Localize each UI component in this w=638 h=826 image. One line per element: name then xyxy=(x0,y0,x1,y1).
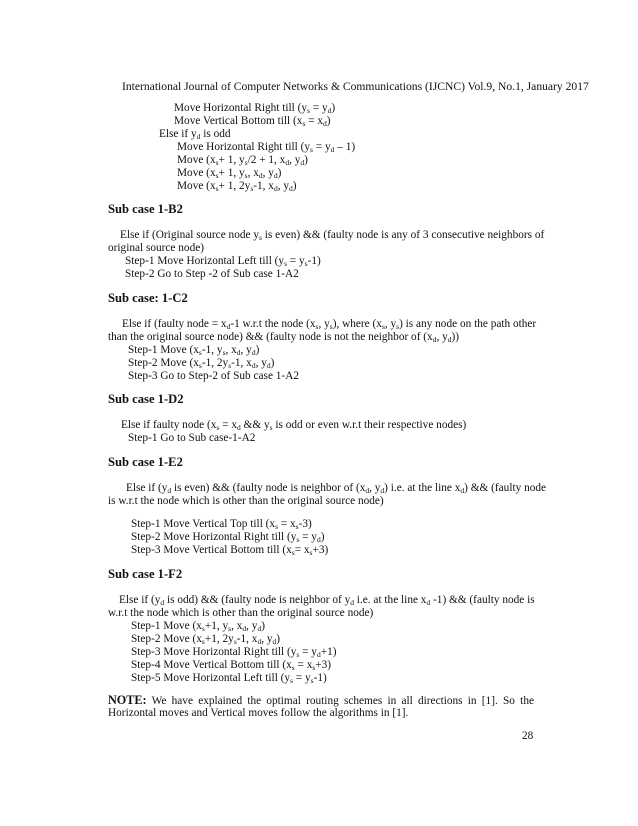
algo-line: Move Horizontal Right till $(y_s = y_d)$ xyxy=(174,102,336,115)
note-text: We have explained the optimal routing schemes in all directions in [1]. So the xyxy=(146,695,534,707)
paragraph-line: is w.r.t the node which is other than the original source node) xyxy=(108,495,384,507)
subscript: s xyxy=(198,361,202,370)
subscript: s xyxy=(228,624,232,633)
step-line: Step-1 Move Vertical Top till $(x_s = x_s-3)$ xyxy=(131,518,312,531)
subscript: d xyxy=(273,184,278,193)
paragraph-line: w.r.t the node which is other than the original source node) xyxy=(108,607,374,619)
subscript: s xyxy=(250,184,254,193)
subscript: s xyxy=(295,522,299,531)
note-line xyxy=(108,694,534,708)
subscript: d xyxy=(447,335,452,344)
subscript: s xyxy=(312,663,316,672)
step-line: Step-1 Go to Sub case-1-A2 xyxy=(128,432,256,444)
paragraph-line: Else if ($y_d$ is odd) && (faulty node is neighbor of $y_d$ i.e. at the line $x_d$ -1) && (faulty node is xyxy=(119,594,535,607)
step-line: Step-2 Go to Step -2 of Sub case 1-A2 xyxy=(125,268,299,280)
section-heading-d2: Sub case 1-D2 xyxy=(108,392,184,406)
step-line: Step-2 Move ($x_s+1$, $2y_s-1$, $x_d$, $y_d$) xyxy=(131,633,281,646)
step-line: Step-2 Move Horizontal Right till $(y_s = y_d)$ xyxy=(131,531,325,544)
subscript: d xyxy=(300,158,305,167)
section-heading-b2: Sub case 1-B2 xyxy=(108,202,183,216)
subscript: s xyxy=(216,423,220,432)
subscript: s xyxy=(215,184,219,193)
subscript: s xyxy=(201,624,205,633)
subscript: s xyxy=(329,322,333,331)
subscript: s xyxy=(244,171,248,180)
paragraph-line: Else if faulty node ($x_s = x_d$ && $y_s$ is odd or even w.r.t their respective nodes) xyxy=(121,419,467,432)
algo-line: Else if $y_d$ is odd xyxy=(159,128,231,141)
note-line: Horizontal moves and Vertical moves follow the algorithms in [1]. xyxy=(108,707,409,719)
subscript: d xyxy=(236,423,241,432)
subscript: s xyxy=(310,145,313,154)
subscript: s xyxy=(258,233,262,242)
subscript: d xyxy=(257,637,262,646)
subscript: s xyxy=(233,637,237,646)
algo-line: Move Horizontal Right till $(y_s = y_d - 1)$ xyxy=(177,141,356,154)
algo-line: Move ($x_s+ 1$, $2y_s-1$, $x_d$, $y_d$) xyxy=(177,180,297,193)
section-heading-e2: Sub case 1-E2 xyxy=(108,455,183,469)
subscript: d xyxy=(160,598,165,607)
subscript: s xyxy=(198,348,202,357)
subscript: s xyxy=(244,158,248,167)
subscript: s xyxy=(290,676,293,685)
subscript: s xyxy=(201,637,205,646)
subscript: d xyxy=(330,145,335,154)
subscript: d xyxy=(167,486,172,495)
step-line: Step-3 Move Vertical Bottom till $(x_s= x_s+3)$ xyxy=(131,544,329,557)
subscript: d xyxy=(365,486,370,495)
subscript: s xyxy=(222,348,226,357)
subscript: d xyxy=(251,348,256,357)
subscript: s xyxy=(275,522,278,531)
paragraph-line: original source node) xyxy=(108,242,204,254)
running-header: International Journal of Computer Networks & Communications (IJCNC) Vol.9, No.1, January 2017 xyxy=(122,80,589,93)
paragraph-line: Else if (Original source node $y_s$ is even) && (faulty node is any of 3 consecutive neighbors of xyxy=(120,229,545,242)
subscript: d xyxy=(316,535,321,544)
subscript: d xyxy=(266,361,271,370)
paragraph-line: Else if (faulty node = $x_d-1$ w.r.t the node ($x_s$, $y_s$), where ($x_s$, $y_s$) is any node on the path other xyxy=(122,318,537,331)
subscript: d xyxy=(327,106,332,115)
algo-line: Move ($x_s+ 1$, $y_s/2 + 1$, $x_d$, $y_d$) xyxy=(177,154,308,167)
subscript: s xyxy=(228,361,232,370)
subscript: d xyxy=(323,119,327,128)
subscript: s xyxy=(296,650,300,659)
subscript: d xyxy=(289,184,293,193)
subscript: d xyxy=(350,598,354,607)
subscript: s xyxy=(304,259,308,268)
subscript: s xyxy=(309,548,313,557)
subscript: d xyxy=(236,348,241,357)
step-line: Step-4 Move Vertical Bottom till $(x_s = x_s+3)$ xyxy=(131,659,332,672)
step-line: Step-5 Move Horizontal Left till $(y_s = y_s-1)$ xyxy=(131,672,327,685)
subscript: s xyxy=(215,171,219,180)
subscript: s xyxy=(215,158,219,167)
step-line: Step-3 Go to Step-2 of Sub case 1-A2 xyxy=(128,370,299,382)
subscript: s xyxy=(296,535,300,544)
subscript: d xyxy=(273,171,278,180)
algo-line: Move Vertical Bottom till $(x_s = x_d)$ xyxy=(174,115,331,128)
page-number: 28 xyxy=(522,730,534,742)
step-line: Step-1 Move Horizontal Left till $(y_s = y_s-1)$ xyxy=(125,255,321,268)
step-line: Step-1 Move ($x_s-1$, $y_s$, $x_d$, $y_d$) xyxy=(128,344,260,357)
subscript: d xyxy=(226,322,231,331)
subscript: s xyxy=(310,676,314,685)
subscript: s xyxy=(284,259,287,268)
subscript: d xyxy=(196,132,201,141)
subscript: s xyxy=(291,548,295,557)
subscript: s xyxy=(269,423,273,432)
section-heading-f2: Sub case 1-F2 xyxy=(108,567,183,581)
subscript: d xyxy=(460,486,465,495)
subscript: d xyxy=(272,637,277,646)
subscript: s xyxy=(307,106,310,115)
step-line: Step-1 Move ($x_s+1$, $y_s$, $x_d$, $y_d$) xyxy=(131,620,265,633)
subscript: d xyxy=(251,361,256,370)
step-line: Step-2 Move ($x_s-1$, $2y_s-1$, $x_d$, $y_d$) xyxy=(128,357,275,370)
subscript: s xyxy=(381,322,385,331)
subscript: d xyxy=(380,486,385,495)
subscript: s xyxy=(291,663,295,672)
subscript: d xyxy=(257,624,262,633)
subscript: d xyxy=(285,158,290,167)
subscript: s xyxy=(302,119,306,128)
subscript: d xyxy=(432,335,437,344)
subscript: s xyxy=(315,322,319,331)
subscript: d xyxy=(242,624,247,633)
subscript: s xyxy=(396,322,400,331)
subscript: d xyxy=(426,598,431,607)
section-heading-c2: Sub case: 1-C2 xyxy=(108,291,188,305)
algo-line: Move ($x_s+ 1$, $y_s$, $x_d$, $y_d$) xyxy=(177,167,282,180)
paragraph-line: Else if ($y_d$ is even) && (faulty node is neighbor of ($x_d$, $y_d$) i.e. at the line $x_d$) && (faulty node xyxy=(126,482,547,495)
subscript: d xyxy=(258,171,263,180)
paragraph-line: than the original source node) && (faulty node is not the neighbor of ($x_d$, $y_d$)) xyxy=(108,331,460,344)
subscript: d xyxy=(316,650,321,659)
step-line: Step-3 Move Horizontal Right till $(y_s = y_d+1)$ xyxy=(131,646,337,659)
note-label: NOTE: xyxy=(108,693,147,707)
